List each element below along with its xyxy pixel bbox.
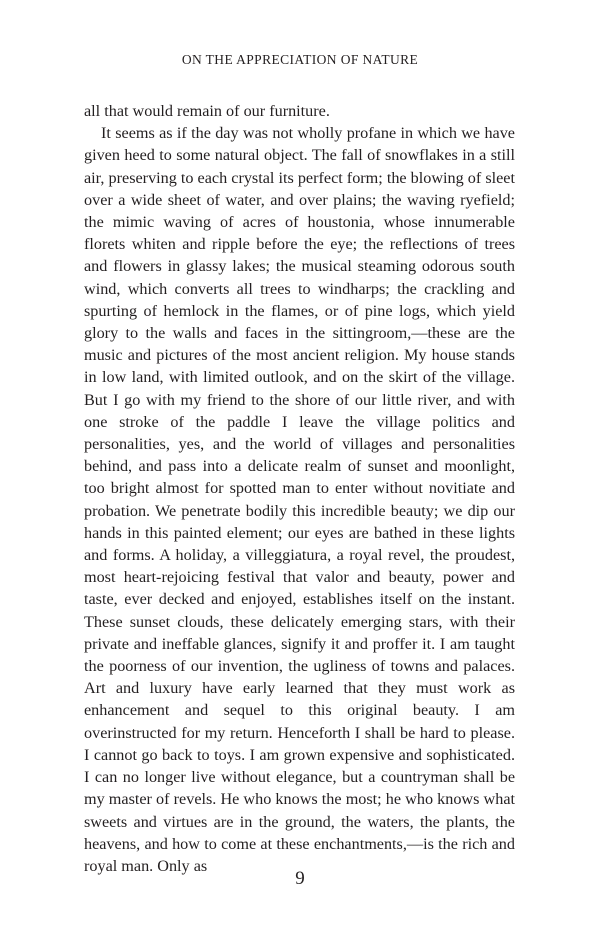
paragraph-main: It seems as if the day was not wholly profane in which we have given heed to some natural object. The fall of snowflakes in a still air, preserving to each crystal its perfect form; the blowing of sleet over a wide sheet of water, and over plains; the waving ryefield; the mimic waving of acres of houstonia, whose innumerable florets whiten and ripple before the eye; the reflections of trees and flowers in glassy lakes; the musical steaming odorous south wind, which converts all trees to windharps; the crackling and spurting of hemlock in the flames, or of pine logs, which yield glory to the walls and faces in the sittingroom,—these are the music and pictures of the most ancient religion. My house stands in low land, with limited outlook, and on the skirt of the village. But I go with my friend to the shore of our little river, and with one stroke of the paddle I leave the village politics and personalities, yes, and the world of villages and personalities behind, and pass into a delicate realm of sunset and moonlight, too bright almost for spotted man to enter without novitiate and probation. We penetrate bodily this incredible beauty; we dip our hands in this painted element; our eyes are bathed in these lights and forms. A holiday, a villeggiatura, a royal revel, the proudest, most heart-rejoicing festival that valor and beauty, power and taste, ever decked and enjoyed, establishes itself on the instant. These sunset clouds, these delicately emerging stars, with their private and ineffable glances, signify it and proffer it. I am taught the poorness of our invention, the ugliness of towns and palaces. Art and luxury have early learned that they must work as enhancement and sequel to this original beauty. I am overinstructed for my return. Henceforth I shall be hard to please. I cannot go back to toys. I am grown expensive and sophisticated. I can no longer live without elegance, but a countryman shall be my master of revels. He who knows the most; he who knows what sweets and virtues are in the ground, the waters, the plants, the heavens, and how to come at these enchantments,—is the rich and royal man. Only as <box>84 124 515 875</box>
paragraph-continuation: all that would remain of our furniture. <box>84 102 330 120</box>
running-head: ON THE APPRECIATION OF NATURE <box>181 52 419 67</box>
body-text <box>84 100 515 877</box>
page-number: 9 <box>295 868 305 889</box>
